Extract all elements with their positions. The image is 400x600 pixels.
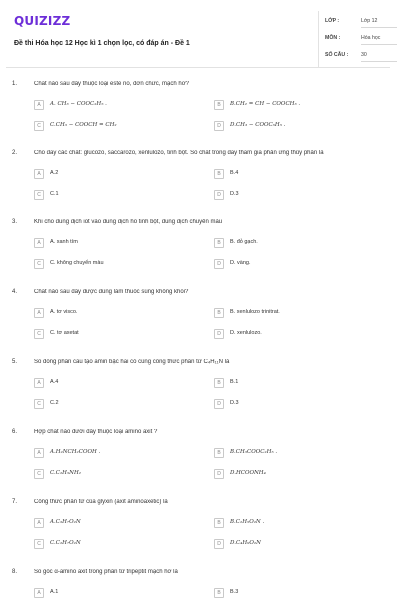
question-text: Cho dãy các chất: glucozo, saccarozo, xenlulozo, tinh bột. Số chất trong dãy tham gia phản ứng thủy phân là (34, 150, 324, 156)
option-letter-box[interactable]: C (34, 259, 44, 269)
option-a[interactable] (34, 518, 209, 530)
option-c[interactable] (34, 190, 209, 202)
option-letter-box[interactable]: C (34, 190, 44, 200)
question-number: 5. (12, 359, 18, 365)
question-5 (0, 359, 400, 425)
option-text: A.4 (50, 379, 59, 385)
meta-subject-line (361, 44, 397, 45)
option-letter-box[interactable]: D (214, 121, 224, 131)
meta-count-value: 30 (361, 52, 367, 58)
option-b[interactable] (214, 518, 389, 530)
option-text: C.C₂H₅NH₂ (50, 470, 81, 476)
option-letter-box[interactable]: A (34, 100, 44, 110)
option-text: A.C₃H₇O₂N (50, 519, 81, 525)
option-d[interactable] (214, 329, 389, 341)
question-text: Số đồng phân cấu tạo amin bậc hai có cùng công thức phân tử C₄H₁₁N là (34, 359, 230, 365)
option-text: D. xenlulozo. (230, 330, 262, 336)
question-number: 7. (12, 499, 18, 505)
question-number: 8. (12, 569, 18, 575)
question-7 (0, 499, 400, 565)
option-d[interactable] (214, 399, 389, 411)
option-text: C.C₂H₇O₂N (50, 540, 81, 546)
meta-count (325, 48, 397, 60)
option-b[interactable] (214, 378, 389, 390)
option-text: D.3 (230, 191, 239, 197)
option-letter-box[interactable]: C (34, 539, 44, 549)
option-text: A.1 (50, 589, 59, 595)
option-letter-box[interactable]: B (214, 308, 224, 318)
option-text: B.1 (230, 379, 239, 385)
option-text: D.HCOONH₄ (230, 470, 266, 476)
option-text: C. tơ axetat (50, 330, 79, 336)
option-text: A. CH₃ − COOC₂H₅ . (50, 101, 107, 107)
option-letter-box[interactable]: D (214, 399, 224, 409)
question-1 (0, 81, 400, 147)
question-text: Khi cho dung dịch iot vào dung dịch hồ tinh bột, dung dịch chuyển màu (34, 219, 223, 225)
option-a[interactable] (34, 588, 209, 600)
option-c[interactable] (34, 121, 209, 133)
option-letter-box[interactable]: D (214, 539, 224, 549)
option-c[interactable] (34, 469, 209, 481)
option-a[interactable] (34, 100, 209, 112)
option-text: B. xenlulozo trinitrat. (230, 309, 280, 315)
option-a[interactable] (34, 308, 209, 320)
question-text: Chất nào sau đây được dùng làm thuốc súng không khói? (34, 289, 189, 295)
option-letter-box[interactable]: C (34, 469, 44, 479)
question-6 (0, 429, 400, 495)
option-text: C. không chuyển màu (50, 260, 104, 266)
option-letter-box[interactable]: D (214, 190, 224, 200)
option-letter-box[interactable]: A (34, 588, 44, 598)
option-d[interactable] (214, 259, 389, 271)
quizizz-logo[interactable]: QUIZIZZ (14, 14, 71, 28)
question-8 (0, 569, 400, 600)
option-letter-box[interactable]: B (214, 238, 224, 248)
option-text: B.CH₂ = CH − COOCH₃ . (230, 101, 301, 107)
meta-class-line (361, 27, 397, 28)
question-number: 2. (12, 150, 18, 156)
option-letter-box[interactable]: D (214, 259, 224, 269)
question-number: 4. (12, 289, 18, 295)
option-letter-box[interactable]: B (214, 588, 224, 598)
question-3 (0, 219, 400, 285)
option-d[interactable] (214, 539, 389, 551)
option-text: B. đỏ gạch. (230, 239, 258, 245)
option-c[interactable] (34, 329, 209, 341)
option-d[interactable] (214, 469, 389, 481)
option-c[interactable] (34, 399, 209, 411)
option-letter-box[interactable]: D (214, 469, 224, 479)
option-letter-box[interactable]: B (214, 169, 224, 179)
option-d[interactable] (214, 121, 389, 133)
question-text: Hợp chất nào dưới đây thuộc loại amino axit ? (34, 429, 158, 435)
meta-subject-value: Hóa học (361, 35, 381, 41)
option-text: A. tơ visco. (50, 309, 78, 315)
option-text: A.2 (50, 170, 59, 176)
option-text: D. vàng. (230, 260, 251, 266)
option-text: B.C₂H₅O₂N . (230, 519, 265, 525)
option-text: D.3 (230, 400, 239, 406)
option-letter-box[interactable]: C (34, 399, 44, 409)
option-b[interactable] (214, 588, 389, 600)
meta-count-key: SỐ CÂU : (325, 52, 349, 58)
worksheet-title: Đề thi Hóa học 12 Học kì 1 chọn lọc, có đáp án - Đề 1 (14, 40, 190, 47)
meta-subject-key: MÔN : (325, 35, 341, 41)
option-text: D.C₄H₉O₂N (230, 540, 261, 546)
option-c[interactable] (34, 539, 209, 551)
meta-class-value: Lớp 12 (361, 18, 378, 24)
option-letter-box[interactable]: A (34, 448, 44, 458)
option-letter-box[interactable]: A (34, 238, 44, 248)
option-letter-box[interactable]: A (34, 518, 44, 528)
option-text: B.3 (230, 589, 239, 595)
option-text: C.1 (50, 191, 59, 197)
question-number: 1. (12, 81, 18, 87)
option-letter-box[interactable]: B (214, 378, 224, 388)
option-text: D.CH₃ − COOC₆H₅ . (230, 122, 286, 128)
question-number: 6. (12, 429, 18, 435)
option-b[interactable] (214, 448, 389, 460)
meta-class (325, 14, 397, 26)
question-text: Công thức phân tử của glyxin (axit aminoaxetic) là (34, 499, 168, 505)
question-4 (0, 289, 400, 355)
option-letter-box[interactable]: D (214, 329, 224, 339)
worksheet-meta (318, 11, 398, 67)
meta-count-line (361, 61, 397, 62)
option-letter-box[interactable]: C (34, 121, 44, 131)
option-a[interactable] (34, 238, 209, 250)
option-b[interactable] (214, 100, 389, 112)
meta-subject (325, 31, 397, 43)
option-text: A. xanh tím (50, 239, 78, 245)
option-letter-box[interactable]: B (214, 448, 224, 458)
option-letter-box[interactable]: C (34, 329, 44, 339)
option-text: C.2 (50, 400, 59, 406)
meta-class-key: LỚP : (325, 18, 340, 24)
option-letter-box[interactable]: A (34, 169, 44, 179)
option-text: C.CH₃ − COOCH = CH₂ (50, 122, 117, 128)
option-letter-box[interactable]: B (214, 518, 224, 528)
question-text: Số gốc α-amino axit trong phân tử tripeptit mạch hở là (34, 569, 178, 575)
option-letter-box[interactable]: B (214, 100, 224, 110)
worksheet-header (6, 8, 390, 68)
option-c[interactable] (34, 259, 209, 271)
option-a[interactable] (34, 378, 209, 390)
option-d[interactable] (214, 190, 389, 202)
option-letter-box[interactable]: A (34, 378, 44, 388)
question-number: 3. (12, 219, 18, 225)
question-text: Chất nào sau đây thuộc loại este no, đơn chức, mạch hở? (34, 81, 189, 87)
option-text: A.H₂NCH₂COOH . (50, 449, 101, 455)
option-b[interactable] (214, 238, 389, 250)
option-text: B.CH₃COOC₂H₅ . (230, 449, 278, 455)
option-a[interactable] (34, 169, 209, 181)
option-text: B.4 (230, 170, 239, 176)
question-2 (0, 150, 400, 216)
option-letter-box[interactable]: A (34, 308, 44, 318)
option-b[interactable] (214, 308, 389, 320)
option-a[interactable] (34, 448, 209, 460)
option-b[interactable] (214, 169, 389, 181)
